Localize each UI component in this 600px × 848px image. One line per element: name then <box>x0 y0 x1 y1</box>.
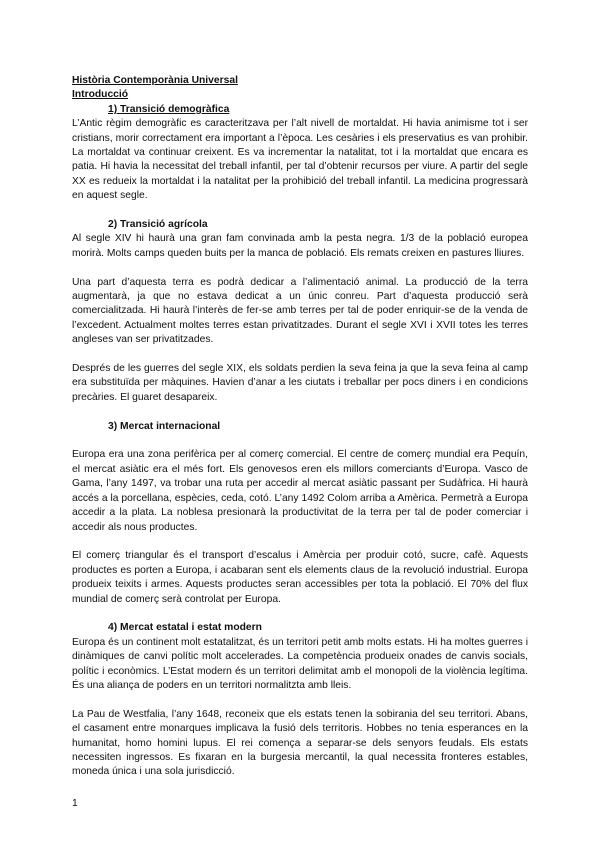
section-2-paragraph-1: Al segle XIV hi haurà una gran fam convinada amb la pesta negra. 1/3 de la població europea morirà. Molts camps queden buits per la manca de població. Els remats creixen en pastures lliures. <box>72 233 528 259</box>
section-heading-2: 2) Transició agrícola <box>108 219 208 231</box>
section-heading-1: 1) Transició demogràfica <box>108 103 230 115</box>
section-3-paragraph-1: Europa era una zona perifèrica per al comerç comercial. El centre de comerç mundial era Pequín, el mercat asiàtic era el més fort. Els genovesos eren els millors comerciants d’Europa. Vasco de Gama, l’any 1497, va trobar una ruta per accedir al mercat asiàtic passant per Sudàfrica. Hi haurà accés a la porcellana, espècies, ceda, cotó. L’any 1492 Colom arriba a Amèrica. Permetrà a Europa accedir a la plata. La noblesa presionarà la productivitat de la terra per tal de poder comerciar i accedir als nous productes. <box>72 449 528 533</box>
section-heading-3: 3) Mercat internacional <box>108 420 221 432</box>
document-title: Història Contemporània Universal <box>72 75 238 86</box>
page-number: 1 <box>72 798 78 809</box>
section-heading-4: 4) Mercat estatal i estat modern <box>108 622 262 634</box>
section-4-paragraph-1: Europa és un continent molt estatalitzat, és un territori petit amb molts estats. Hi ha moltes guerres i dinàmiques de canvi polític molt accelerades. La competència produeix onades de canvis socials, polític i econòmics. L’Estat modern és un territori delimitat amb el monopoli de la violència legítima. És una aliança de poders en un territori normalitzta amb lleis. <box>72 636 528 691</box>
intro-heading: Introducció <box>72 89 129 101</box>
section-3-paragraph-2: El comerç triangular és el transport d’escalus i Amèrcia per produir cotó, sucre, cafè. Aquests productes es porten a Europa, i acabaran sent els elements claus de la revolució industrial. Europa produeix teixits i armes. Aquests productes seran accessibles per tota la població. El 70% del flux mundial de comerç serà controlat per Europa. <box>72 550 528 605</box>
document-body <box>72 74 528 780</box>
section-1-paragraph-1: L’Antic règim demogràfic es caracteritzava per l’alt nivell de mortaldat. Hi havia animisme tot i ser cristians, morir correctament era important a l’època. Les cesàries i els preservatius es van prohibir. La mortaldat va continuar creixent. Es va incrementar la natalitat, tot i la mortaldat que encara es patia. Hi havia la necessitat del treball infantil, per tal d’obtenir recursos per viure. A partir del segle XX es redueix la mortaldat i la natalitat per la prohibició del treball infantil. La medicina progressarà en aquest segle. <box>72 118 528 202</box>
section-4-paragraph-2: La Pau de Westfalia, l’any 1648, reconeix que els estats tenen la sobirania del seu territori. Abans, el casament entre monarques implicava la fusió dels territoris. Hobbes no tenia esperances en la humanitat, homo homini lupus. El rei comença a separar-se dels senyors feudals. Els estats necessiten ingressos. Es fixaran en la burgesia mercantil, la qual necessita fronteres estables, moneda única i una sola jurisdicció. <box>72 708 528 778</box>
section-2-paragraph-3: Després de les guerres del segle XIX, els soldats perdien la seva feina ja que la seva feina al camp era substituïda per màquines. Havien d’anar a les ciutats i treballar per pocs diners i en condicions precàries. El guaret desapareix. <box>72 363 528 403</box>
section-2-paragraph-2: Una part d’aquesta terra es podrà dedicar a l’alimentació animal. La producció de la terra augmentarà, ja que no estava dedicat a un únic conreu. Part d’aquesta producció serà comercialitzada. Hi haurà l’interès de fer-se amb terres per tal de poder enriquir-se de la venda de l’excedent. Actualment moltes terres estan privatitzades. Durant el segle XVI i XVII totes les terres angleses van ser privatitzades. <box>72 276 528 346</box>
